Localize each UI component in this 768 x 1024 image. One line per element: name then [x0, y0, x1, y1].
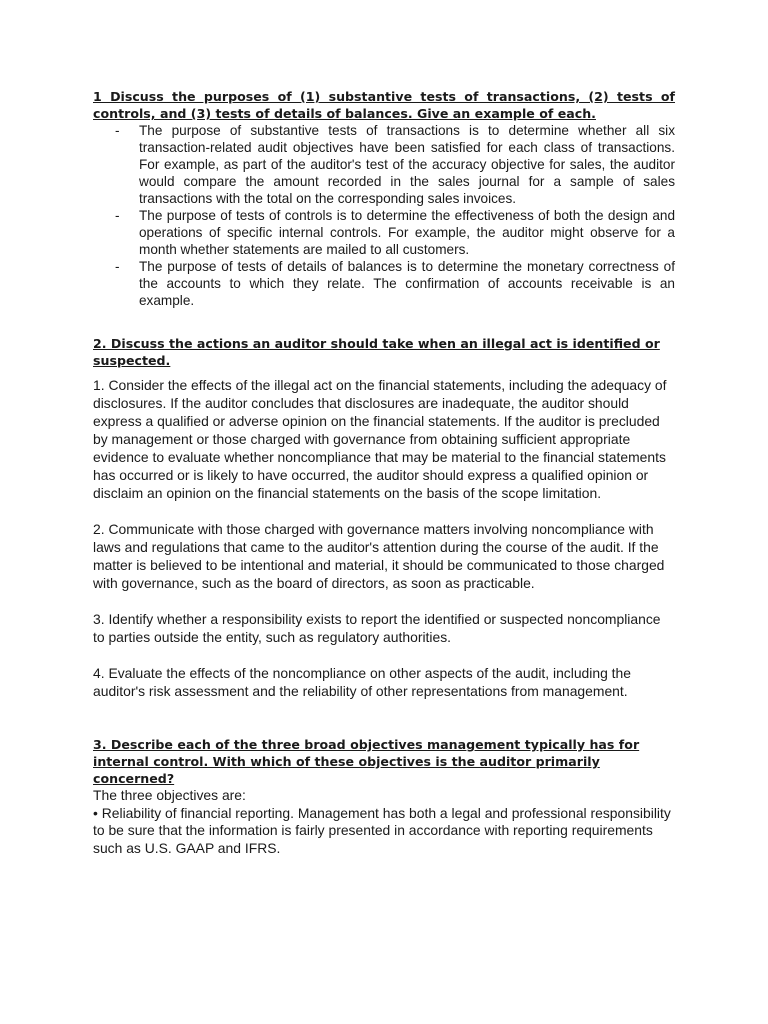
answer-item-tests-of-controls: - The purpose of tests of controls is to determine the effectiveness of both the design and operations of specific internal controls. For example, the auditor might observe for a month whether statements are mailed to all customers.	[139, 207, 675, 258]
objectives-intro: The three objectives are:	[93, 787, 246, 803]
answer-paragraph-3: 3. Identify whether a responsibility exists to report the identified or suspected noncompliance to parties outside the entity, such as regulatory authorities.	[93, 611, 661, 645]
question-1-title: 1 Discuss the purposes of (1) substantive tests of transactions, (2) tests of controls, and (3) tests of details of balances. Give an example of each.	[93, 89, 675, 121]
question-2-title: 2. Discuss the actions an auditor should take when an illegal act is identified or suspected.	[93, 336, 660, 368]
question-3-answer	[93, 787, 675, 857]
answer-paragraph-4: 4. Evaluate the effects of the noncompliance on other aspects of the audit, including the auditor's risk assessment and the reliability of other representations from management.	[93, 665, 631, 699]
answer-item-tests-of-balances: - The purpose of tests of details of balances is to determine the monetary correctness of the accounts to which they relate. The confirmation of accounts receivable is an example.	[139, 258, 675, 309]
question-3	[93, 736, 675, 857]
question-1	[93, 88, 675, 309]
question-1-answer-list	[93, 122, 675, 309]
question-3-title: 3. Describe each of the three broad objectives management typically has for internal control. With which of these objectives is the auditor primarily concerned?	[93, 737, 640, 786]
answer-paragraph-2: 2. Communicate with those charged with governance matters involving noncompliance with laws and regulations that came to the auditor's attention during the course of the audit. If the matter is believed to be intentional and material, it should be communicated to those charged with governance, such as the board of directors, as soon as practicable.	[93, 521, 665, 591]
question-2-answer	[93, 376, 675, 700]
objective-bullet-reliability: • Reliability of financial reporting. Management has both a legal and professional responsibility to be sure that the information is fairly presented in accordance with reporting requirements such as U.S. GAAP and IFRS.	[93, 804, 671, 856]
answer-item-substantive-tests: - The purpose of substantive tests of transactions is to determine whether all six transaction-related audit objectives have been satisfied for each class of transactions. For example, as part of the auditor's test of the accuracy objective for sales, the auditor would compare the amount recorded in the sales journal for a sample of sales transactions with the total on the corresponding sales invoices.	[139, 122, 675, 207]
answer-paragraph-1: 1. Consider the effects of the illegal act on the financial statements, including the adequacy of disclosures. If the auditor concludes that disclosures are inadequate, the auditor should express a qualified or adverse opinion on the financial statements. If the auditor is precluded by management or those charged with governance from obtaining sufficient appropriate evidence to evaluate whether noncompliance that may be material to the financial statements has occurred or is likely to have occurred, the auditor should express a qualified opinion or disclaim an opinion on the financial statements on the basis of the scope limitation.	[93, 377, 667, 501]
document-page	[93, 88, 675, 857]
question-2	[93, 335, 675, 700]
